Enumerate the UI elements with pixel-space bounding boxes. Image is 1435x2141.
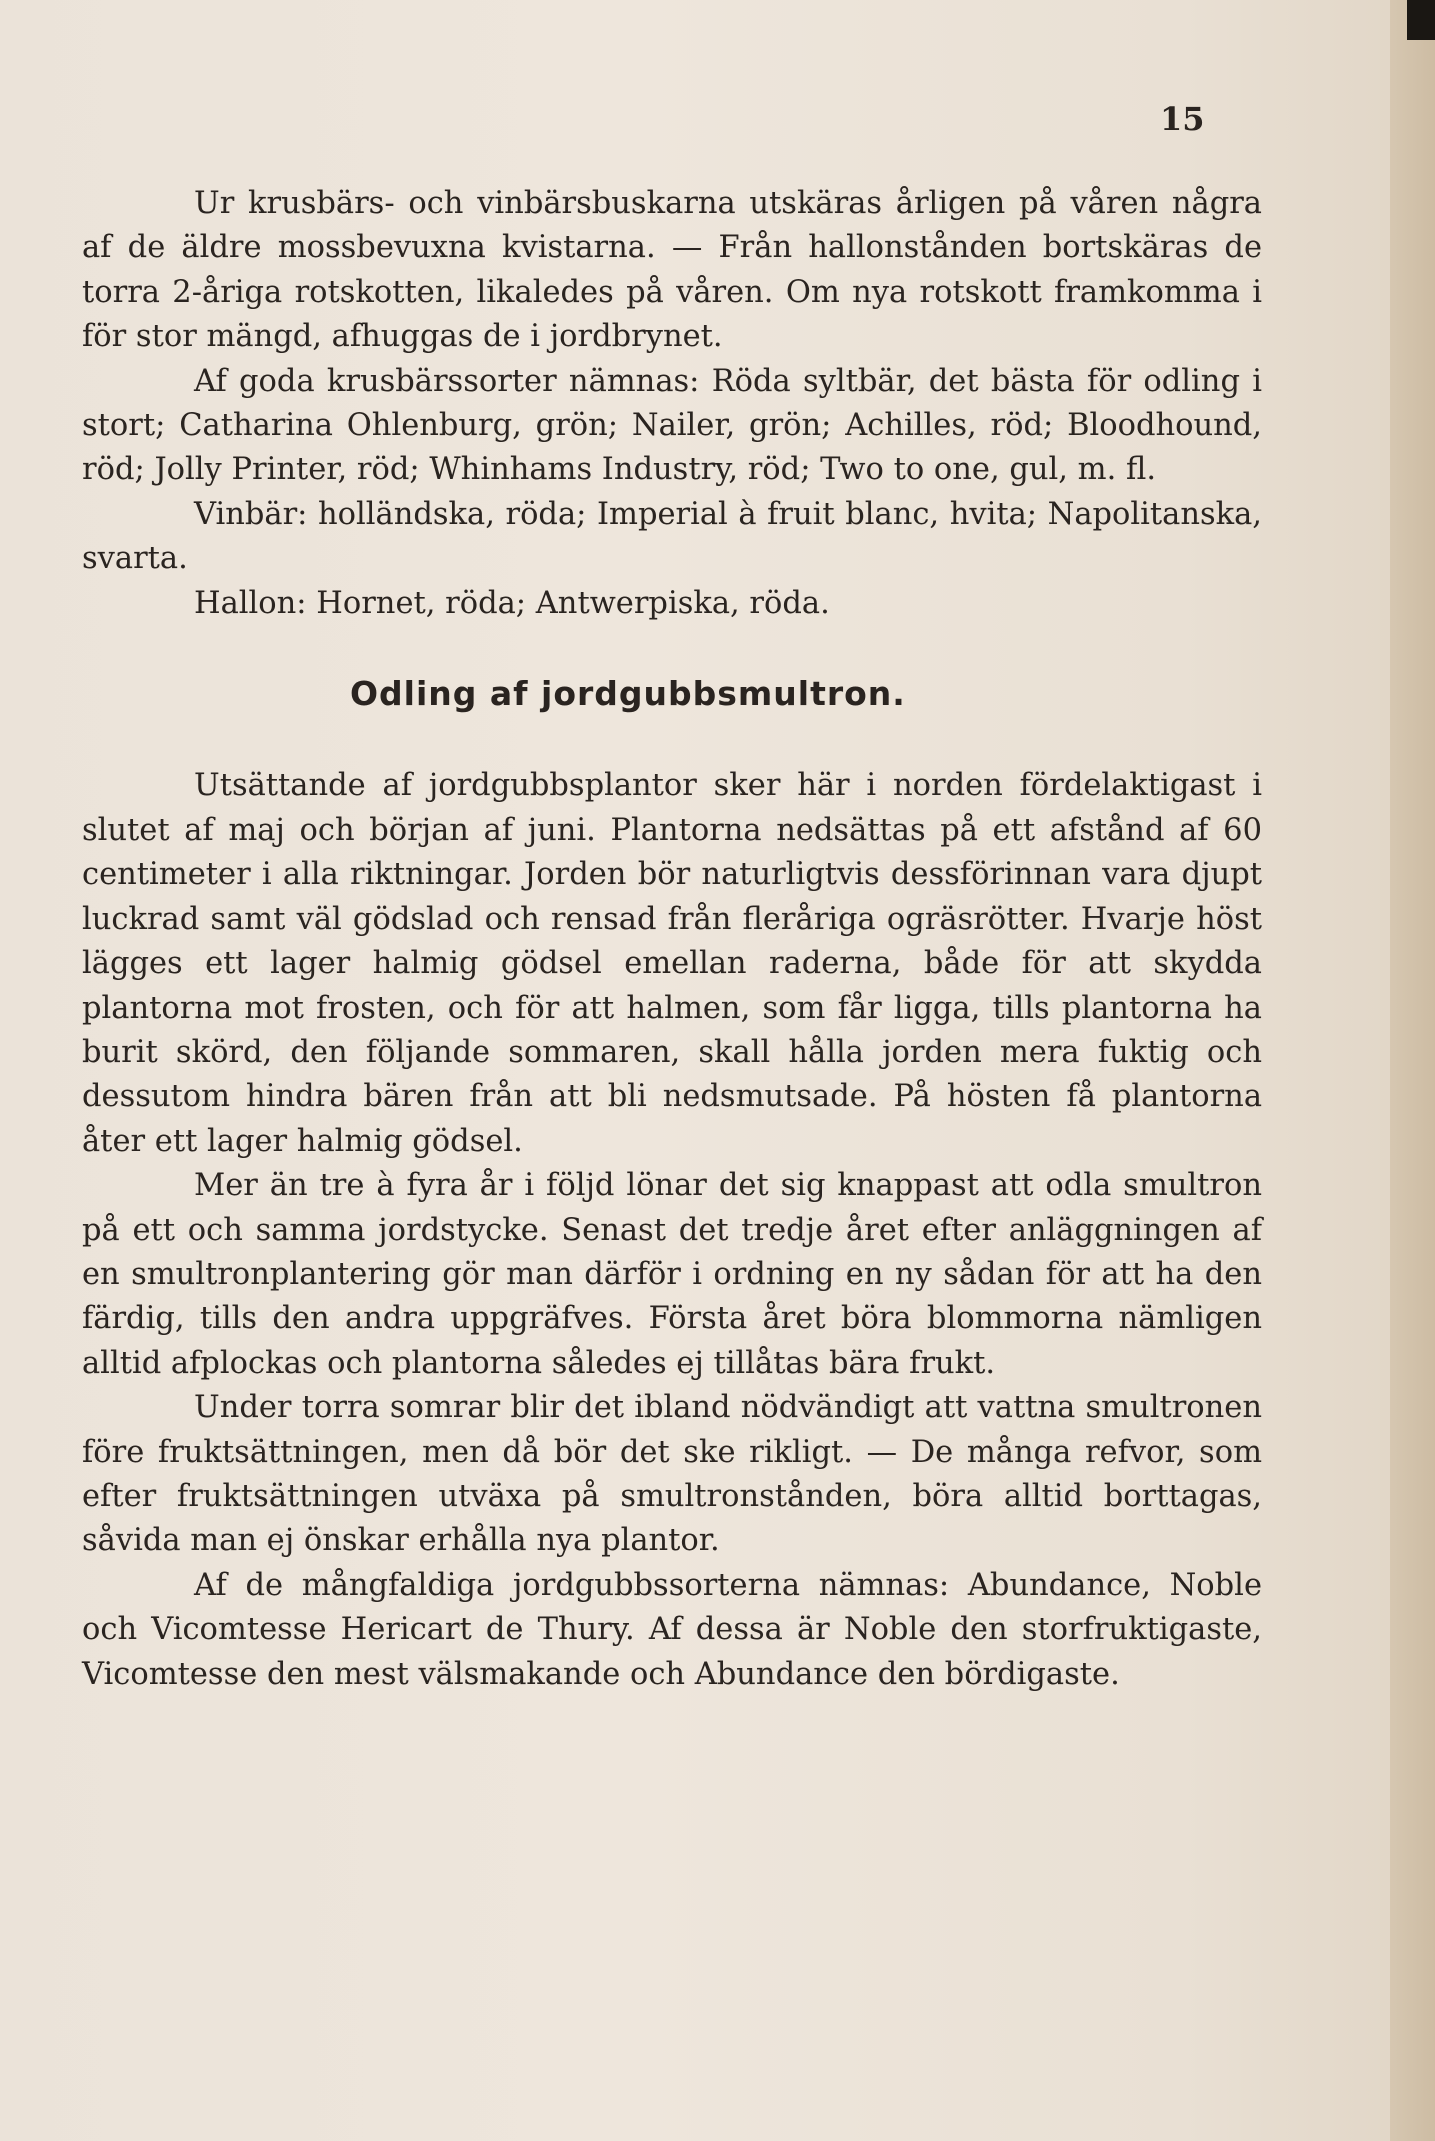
page-number: 15 (1160, 100, 1205, 138)
paragraph-planting: Utsättande af jordgubbsplantor sker här i norden fördelaktigast i slutet af maj och början af juni. Plantorna nedsättas på ett afstånd af 60 centimeter i alla riktningar. Jorden bör naturligtvis dessförinnan vara djupt luckrad samt väl gödslad och rensad från fleråriga ogräsrötter. Hvarje höst lägges ett lager halmig gödsel emellan raderna, både för att skydda plantorna mot frosten, och för att halmen, som får ligga, tills plantorna ha burit skörd, den följande sommaren, skall hålla jorden mera fuktig och dessutom hindra bären från att bli nedsmutsade. På hösten få plantorna åter ett lager halmig gödsel. (82, 768, 1262, 1159)
body-text (82, 182, 1262, 1697)
page-edge (1390, 0, 1435, 2141)
paragraph-gooseberry-varieties: Af goda krusbärssorter nämnas: Röda syltbär, det bästa för odling i stort; Catharina Ohlenburg, grön; Nailer, grön; Achilles, röd; Bloodhound, röd; Jolly Printer, röd; Whinhams Industry, röd; Two to one, gul, m. fl. (82, 363, 1262, 488)
paragraph-raspberry-varieties: Hallon: Hornet, röda; Antwerpiska, röda. (194, 585, 830, 621)
paragraph-strawberry-varieties: Af de mångfaldiga jordgubbssorterna nämnas: Abundance, Noble och Vicomtesse Hericart de Thury. Af dessa är Noble den storfruktigaste, Vicomtesse den mest välsmakande och Abundance den bördigaste. (82, 1567, 1262, 1692)
dark-corner (1407, 0, 1435, 40)
paragraph-pruning: Ur krusbärs- och vinbärsbuskarna utskäras årligen på våren några af de äldre mossbevuxna kvistarna. — Från hallonstånden bortskäras de torra 2-åriga rotskotten, likaledes på våren. Om nya rotskott framkomma i för stor mängd, afhuggas de i jordbrynet. (82, 186, 1262, 355)
paragraph-watering: Under torra somrar blir det ibland nödvändigt att vattna smultronen före fruktsättningen, men då bör det ske rikligt. — De många refvor, som efter fruktsättningen utväxa på smultronstånden, böra alltid borttagas, såvida man ej önskar erhålla nya plantor. (82, 1390, 1262, 1559)
section-heading: Odling af jordgubbsmultron. (350, 674, 906, 714)
paragraph-rotation: Mer än tre à fyra år i följd lönar det sig knappast att odla smultron på ett och samma jordstycke. Senast det tredje året efter anläggningen af en smultronplantering gör man därför i ordning en ny sådan för att ha den färdig, tills den andra uppgräfves. Första året böra blommorna nämligen alltid afplockas och plantorna således ej tillåtas bära frukt. (82, 1168, 1262, 1381)
paragraph-currant-varieties: Vinbär: holländska, röda; Imperial à fruit blanc, hvita; Napolitanska, svarta. (82, 496, 1262, 577)
